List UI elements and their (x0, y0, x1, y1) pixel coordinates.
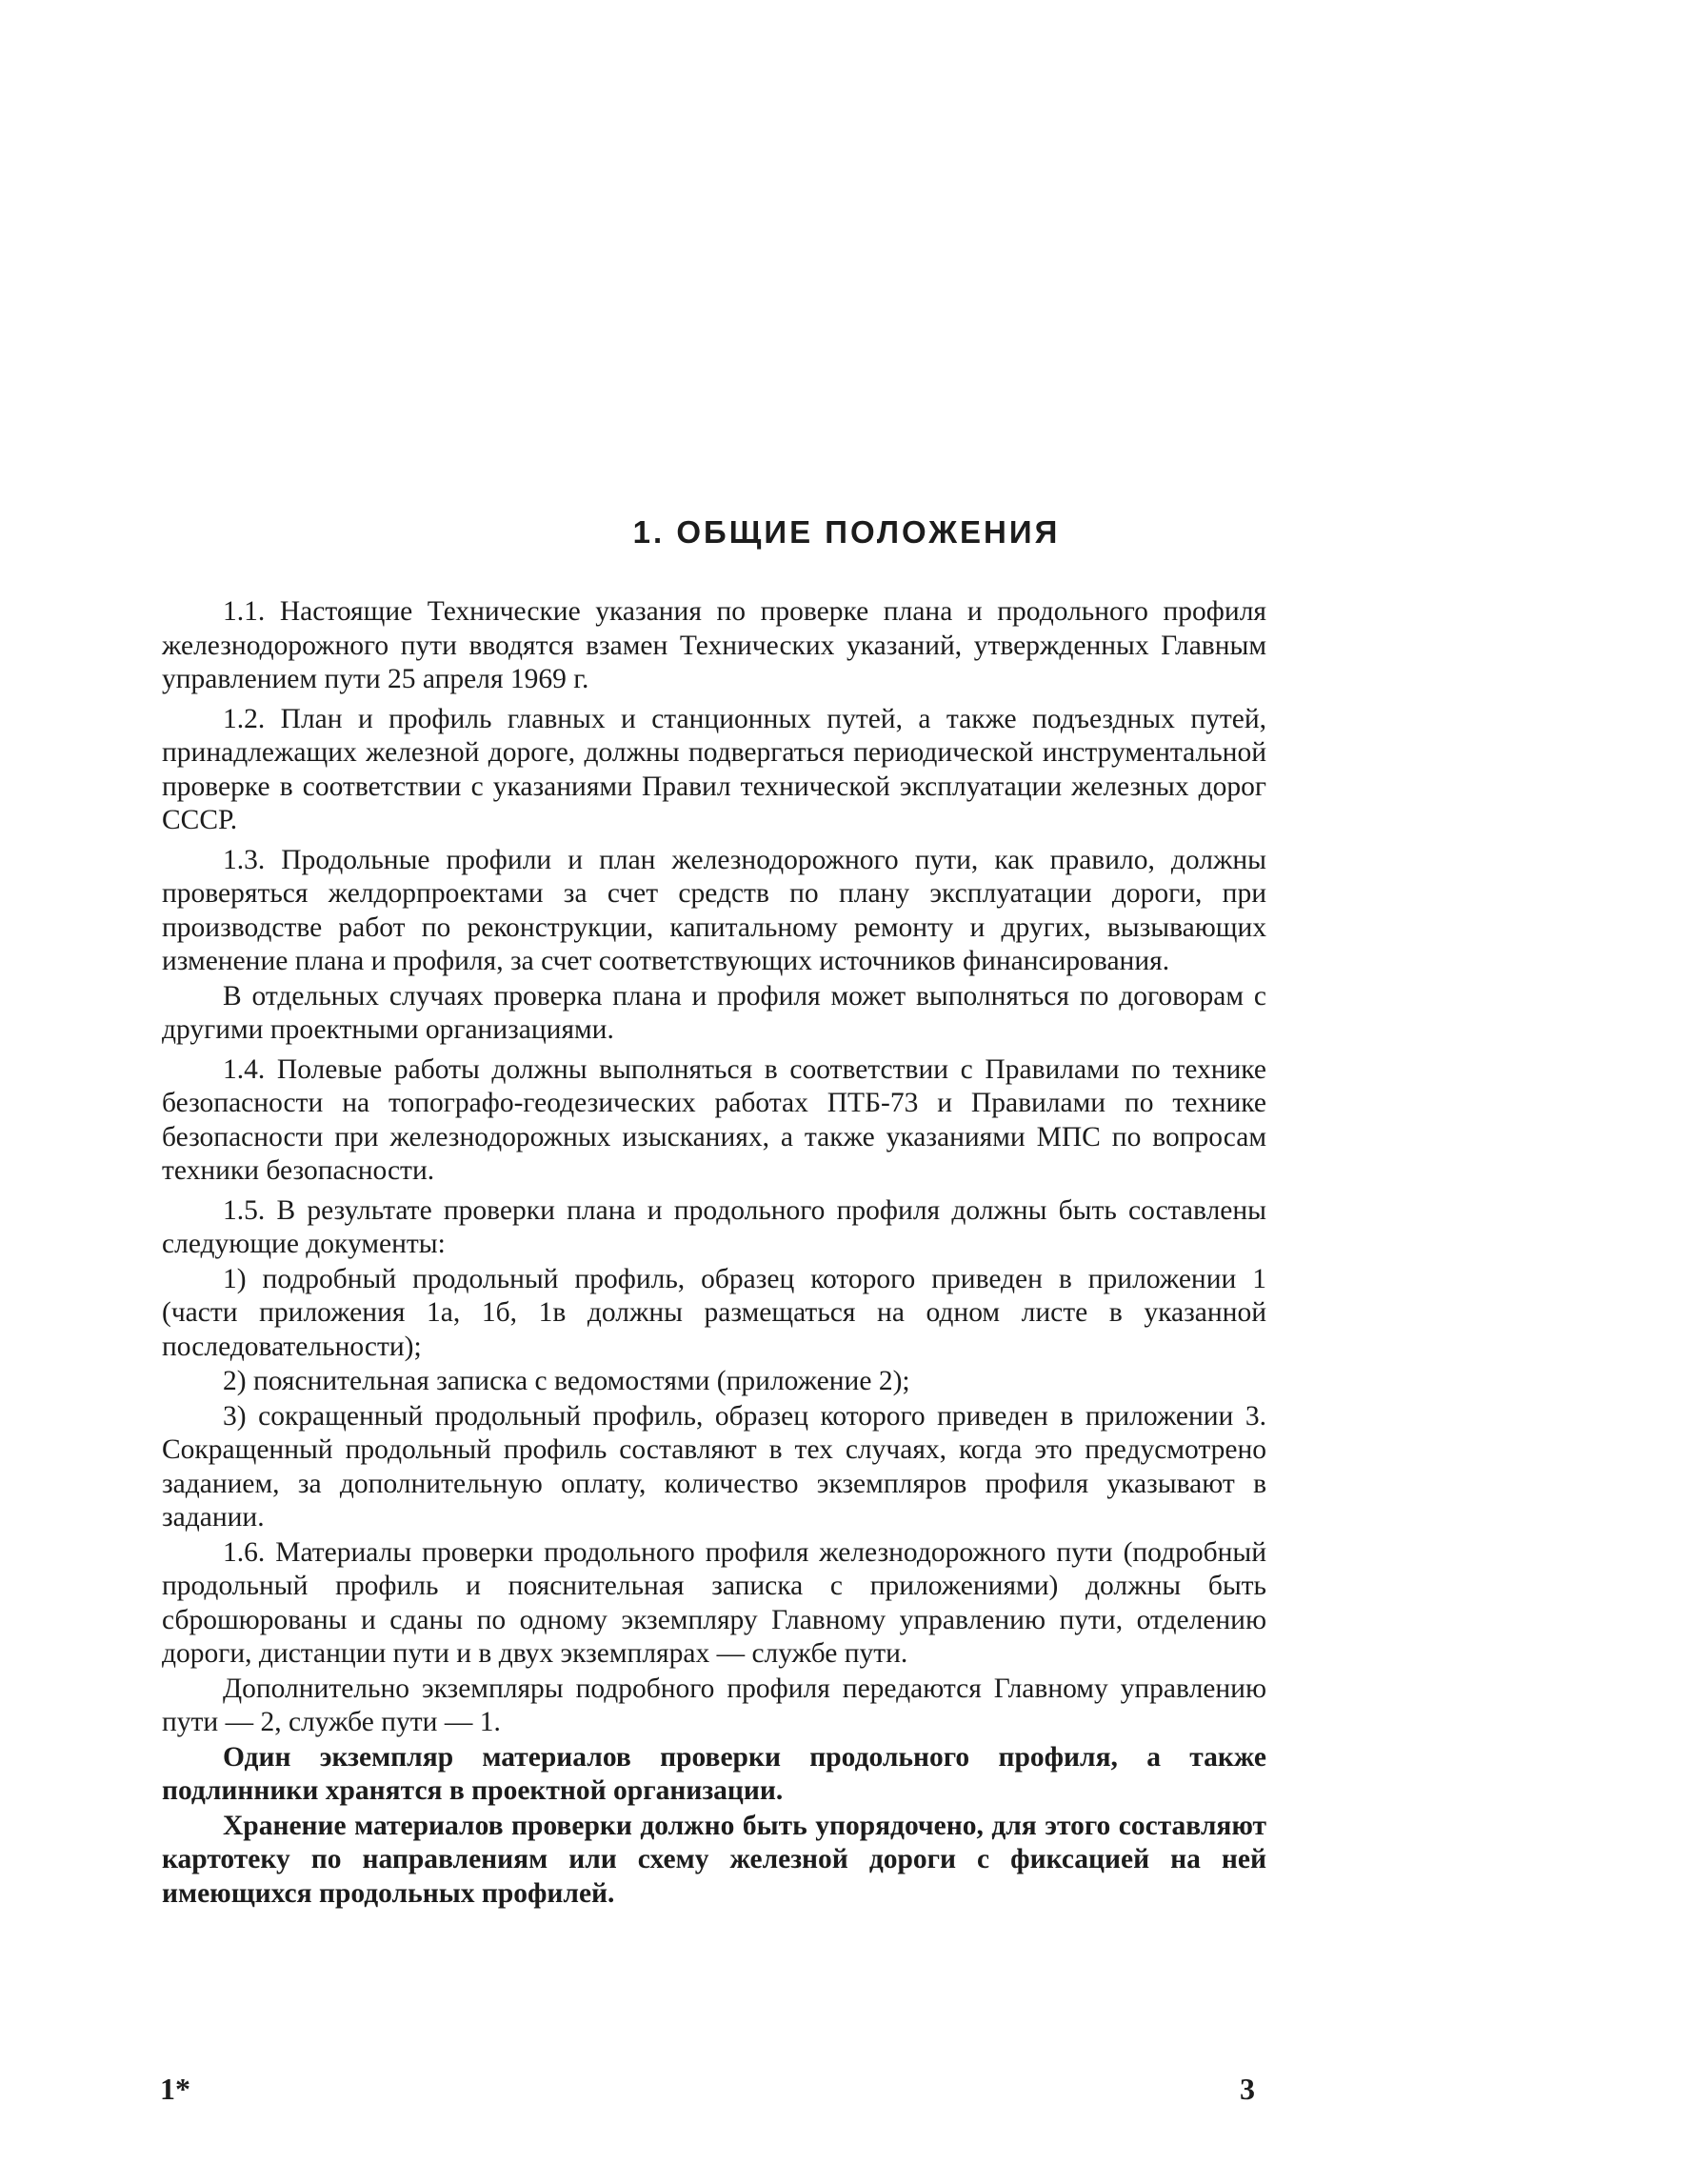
list-item-3: 3) сокращенный продольный профиль, образец которого приведен в приложении 3. Сокращенный продольный профиль составляют в тех случаях, когда это предусмотрено заданием, за дополнительную оплату, количество экземпляров профиля указывают в задании. (162, 1400, 1266, 1533)
page-number: 3 (1240, 2072, 1255, 2106)
paragraph-1-2: 1.2. План и профиль главных и станционных путей, а также подъездных путей, принадлежащих железной дороге, должны подвергаться периодической инструментальной проверке в соответствии с указаниями Правил технической эксплуатации железных дорог СССР. (162, 703, 1266, 835)
paragraph-1-3: 1.3. Продольные профили и план железнодорожного пути, как правило, должны проверяться желдорпроектами за счет средств по плану эксплуатации дороги, при производстве работ по реконструкции, капитальному ремонту и других, вызывающих изменение плана и профиля, за счет соответствующих источников финансирования. (162, 844, 1266, 976)
paragraph-1-6: 1.6. Материалы проверки продольного профиля железнодорожного пути (подробный продольный профиль и пояснительная записка с приложениями) должны быть сброшюрованы и сданы по одному экземпляру Главному управлению пути, отделению дороги, дистанции пути и в двух экземплярах — службе пути. (162, 1536, 1266, 1669)
paragraph-1-1: 1.1. Настоящие Технические указания по проверке плана и продольного профиля железнодорожного пути вводятся взамен Технических указаний, утвержденных Главным управлением пути 25 апреля 1969 г. (162, 596, 1266, 694)
paragraph-1-5: 1.5. В результате проверки плана и продольного профиля должны быть составлены следующие документы: (162, 1194, 1266, 1259)
paragraph-storage: Хранение материалов проверки должно быть упорядочено, для этого составляют картотеку по направлениям или схему железной дороги с фиксацией на ней имеющихся продольных профилей. (162, 1810, 1266, 1909)
signature-mark: 1* (160, 2072, 190, 2106)
list-item-1: 1) подробный продольный профиль, образец которого приведен в приложении 1 (части приложения 1а, 1б, 1в должны размещаться на одном листе в указанной последовательности); (162, 1263, 1266, 1362)
paragraph-1-3-continued: В отдельных случаях проверка плана и профиля может выполняться по договорам с другими проектными организациями. (162, 980, 1266, 1045)
section-heading: 1. ОБЩИЕ ПОЛОЖЕНИЯ (632, 514, 1061, 550)
paragraph-one-copy: Один экземпляр материалов проверки продольного профиля, а также подлинники хранятся в проектной организации. (162, 1741, 1266, 1806)
paragraph-1-4: 1.4. Полевые работы должны выполняться в соответствии с Правилами по технике безопасности на топографо-геодезических работах ПТБ-73 и Правилами по технике безопасности при железнодорожных изысканиях, а также указаниями МПС по вопросам техники безопасности. (162, 1053, 1266, 1186)
list-item-2: 2) пояснительная записка с ведомостями (приложение 2); (223, 1366, 910, 1396)
body-text (162, 595, 1266, 1912)
paragraph-additional-copies: Дополнительно экземпляры подробного профиля передаются Главному управлению пути — 2, службе пути — 1. (162, 1673, 1266, 1737)
